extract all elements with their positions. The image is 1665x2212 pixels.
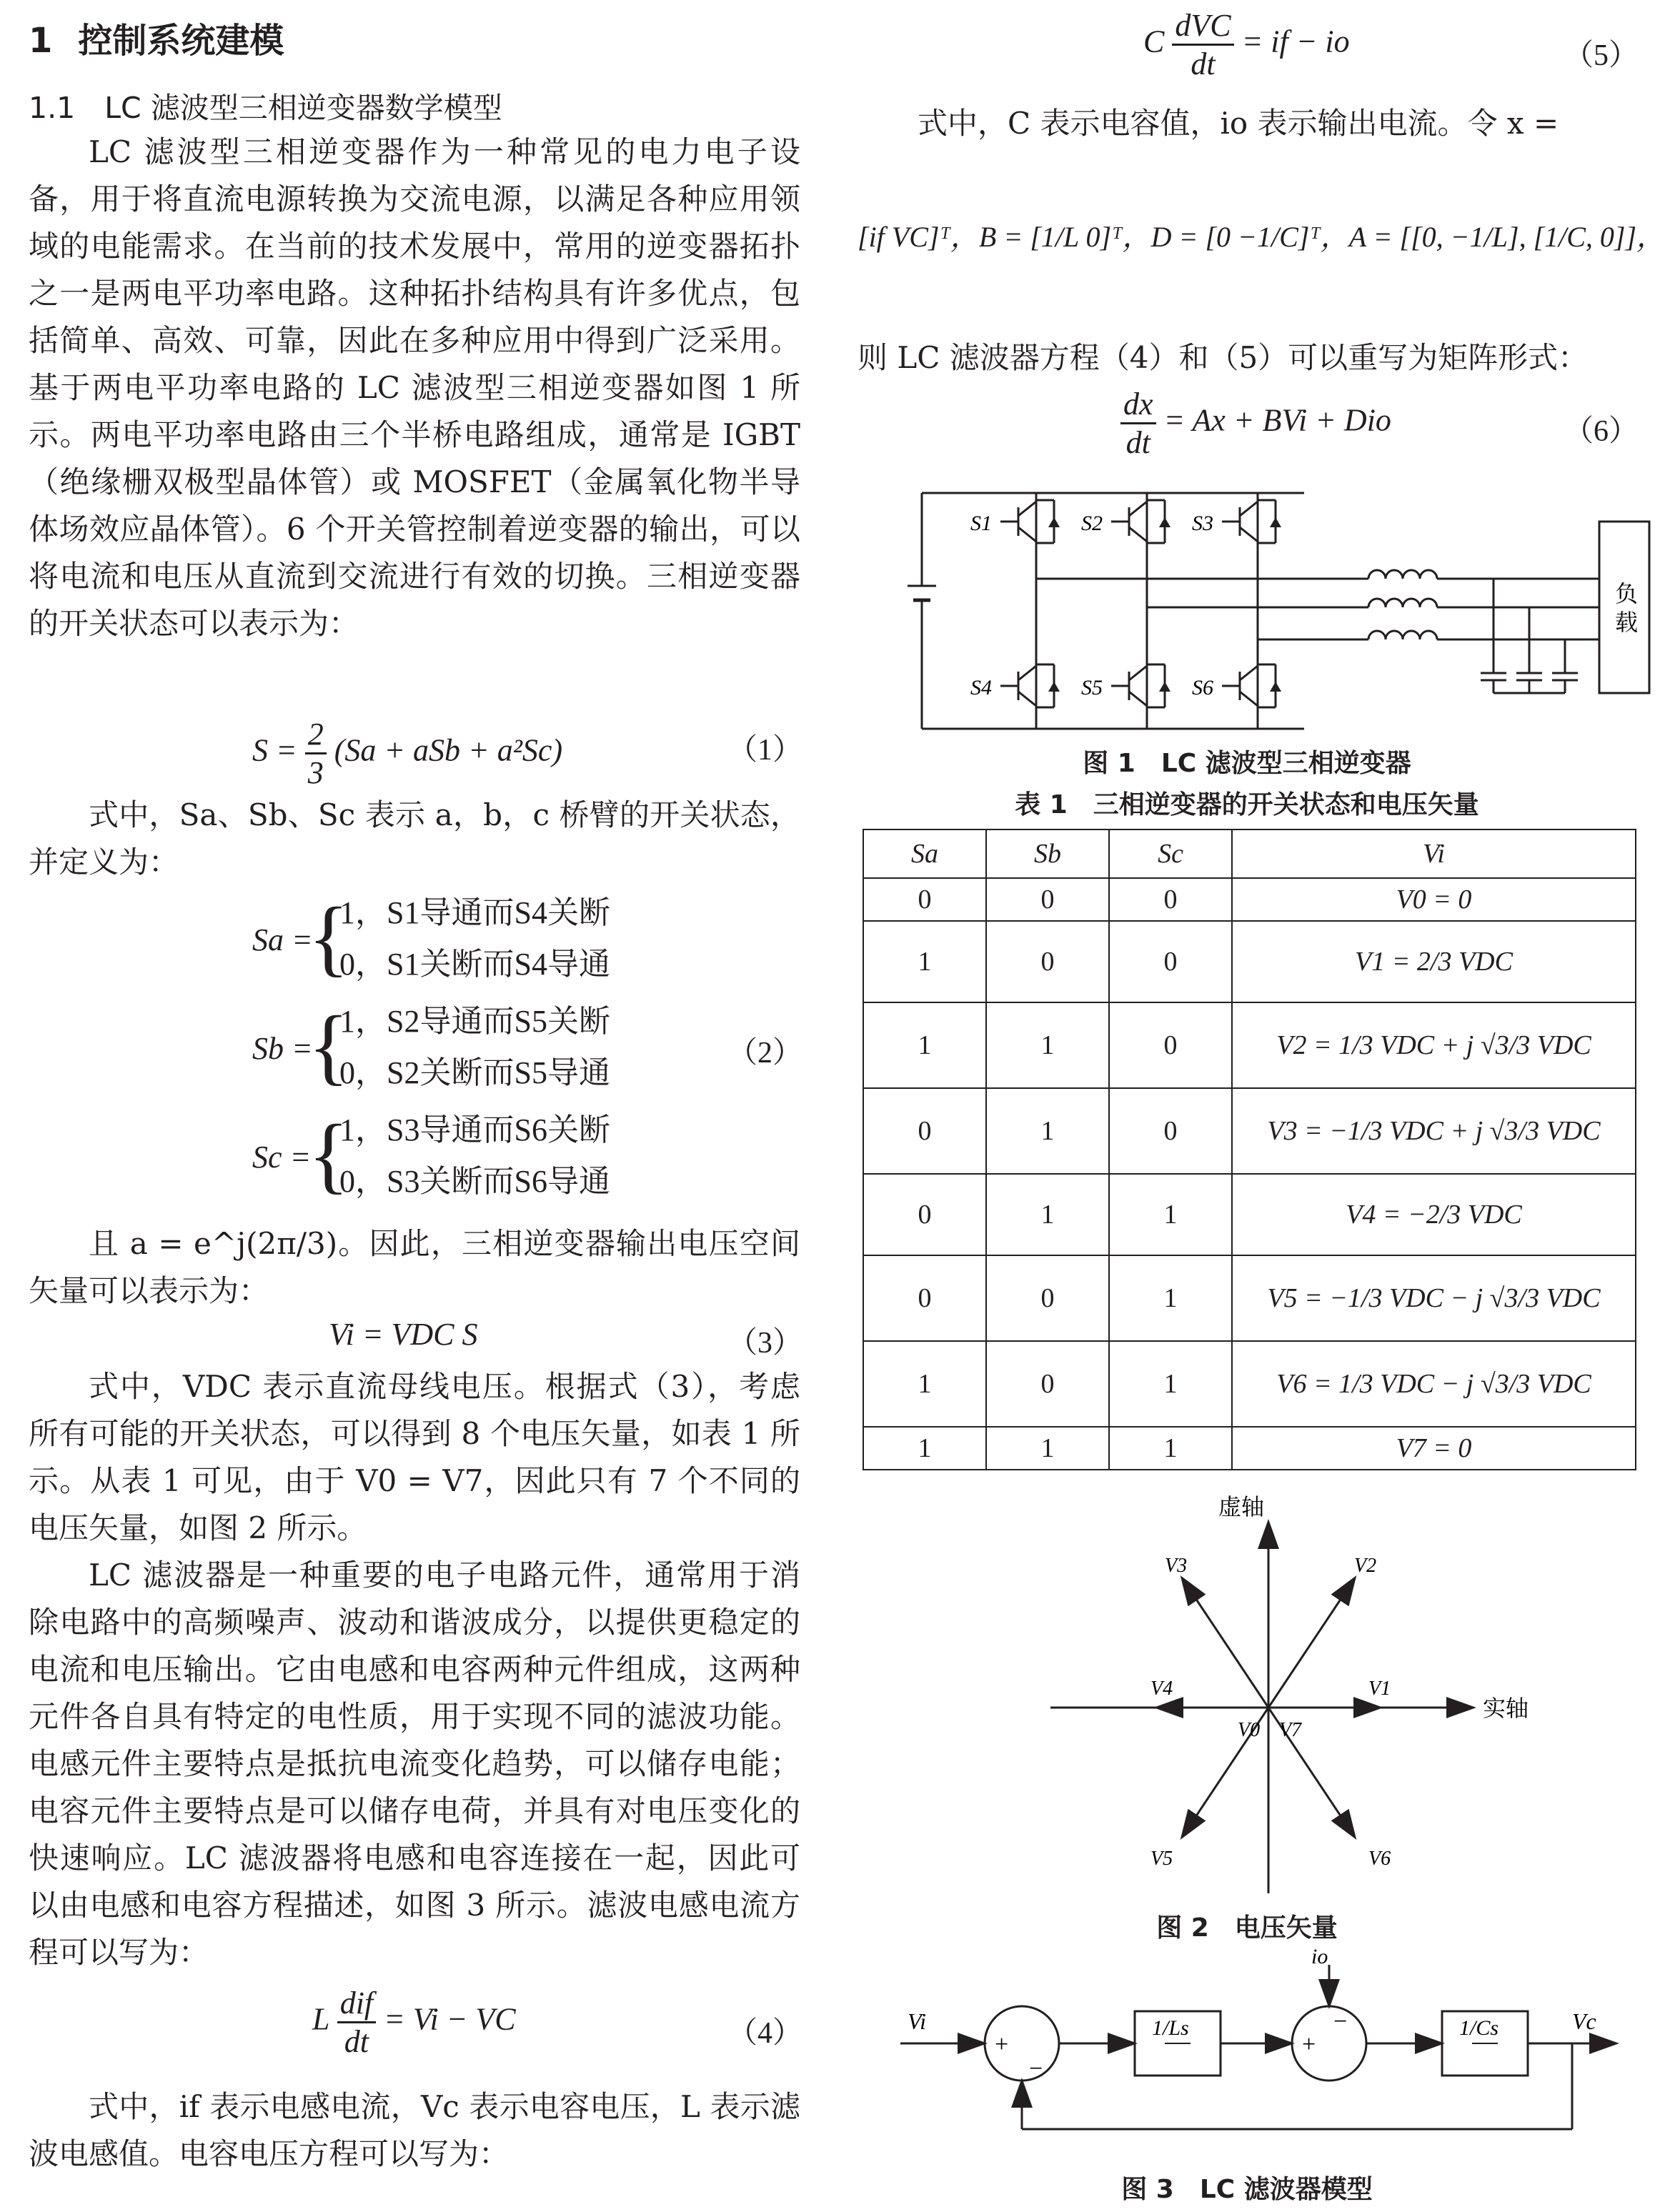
sign-minus-2: − xyxy=(1333,2008,1348,2035)
paragraph-7: 式中，C 表示电容值，io 表示输出电流。令 x = xyxy=(918,106,1559,141)
equation-6-tag: （6） xyxy=(1564,415,1639,448)
equation-3-tag: （3） xyxy=(727,1327,803,1360)
table-row: 1 0 1 V6 = 1/3 VDC − j √3/3 VDC xyxy=(863,1341,1636,1427)
label-s3: S3 xyxy=(1192,512,1213,535)
col-header-sb: Sb xyxy=(986,830,1109,878)
col-header-vi: Vi xyxy=(1232,830,1636,878)
paragraph-2: 式中，Sa、Sb、Sc 表示 a，b，c 桥臂的开关状态，并定义为： xyxy=(29,797,800,880)
table-row: 1 1 1 V7 = 0 xyxy=(863,1427,1636,1470)
equation-2-tag: （2） xyxy=(727,1037,803,1070)
label-real-axis: 实轴 xyxy=(1483,1695,1529,1721)
table-row: 0 0 1 V5 = −1/3 VDC − j √3/3 VDC xyxy=(863,1255,1636,1341)
subsection-heading: 1.1 LC 滤波型三相逆变器数学模型 xyxy=(29,91,502,125)
label-io: io xyxy=(1311,1945,1328,1968)
label-s2: S2 xyxy=(1081,512,1103,535)
vector-v3 xyxy=(1183,1579,1268,1708)
equation-2-case-a: Sa = { 1，S1导通而S4关断 0，S1关断而S4导通 xyxy=(252,890,610,985)
label-s5: S5 xyxy=(1081,676,1103,699)
label-v3: V3 xyxy=(1165,1555,1188,1577)
sign-plus-1: + xyxy=(995,2031,1009,2058)
label-imag-axis: 虚轴 xyxy=(1218,1494,1265,1520)
figure-3-lc-filter-model xyxy=(886,1943,1622,2158)
label-v2: V2 xyxy=(1354,1555,1377,1577)
fraction: $\frac{2}{3}$ xyxy=(305,716,327,791)
label-load-2: 载 xyxy=(1615,609,1639,635)
block-1-label: 1/Ls xyxy=(1152,2016,1189,2040)
table-1-title: 表 1 三相逆变器的开关状态和电压矢量 xyxy=(1015,790,1479,819)
section-heading: 1 控制系统建模 xyxy=(29,21,284,61)
label-v0: V0 xyxy=(1238,1719,1261,1741)
figure-1-caption: 图 1 LC 滤波型三相逆变器 xyxy=(1083,749,1411,778)
table-row: 0 1 0 V3 = −1/3 VDC + j √3/3 VDC xyxy=(863,1088,1636,1174)
figure-1-inverter-circuit xyxy=(908,479,1639,743)
switch-s2 xyxy=(1111,500,1165,543)
figure-3-caption: 图 3 LC 滤波器模型 xyxy=(1121,2175,1373,2204)
equation-1: S = $\frac{2}{3}$ (Sa + aSb + a²Sc) xyxy=(252,717,563,790)
matrix-definitions: [if VC]ᵀ，B = [1/L 0]ᵀ，D = [0 −1/C]ᵀ，A = [[0, −1/L], [1/C, 0]]， xyxy=(858,221,1665,253)
switch-s4 xyxy=(1000,664,1054,707)
figure-2-voltage-vectors xyxy=(972,1486,1558,1900)
equation-2 xyxy=(252,887,652,1213)
paragraph-6: 式中，if 表示电感电流，Vc 表示电容电压，L 表示滤波电感值。电容电压方程可以写为： xyxy=(29,2089,800,2171)
label-s1: S1 xyxy=(970,512,992,535)
label-s6: S6 xyxy=(1192,676,1213,699)
sign-minus-1: − xyxy=(1029,2056,1043,2082)
paragraph-8: 则 LC 滤波器方程（4）和（5）可以重写为矩阵形式： xyxy=(858,340,1589,375)
block-2-label: 1/Cs xyxy=(1459,2016,1499,2040)
label-v7: V7 xyxy=(1279,1719,1302,1741)
table-row: 1 0 0 V1 = 2/3 VDC xyxy=(863,921,1636,1002)
equation-4: L $\frac{\text{dif}}{dt}$ = Vi − VC xyxy=(312,1986,516,2059)
equation-2-case-b: Sb = { 1，S2导通而S5关断 0，S2关断而S5导通 xyxy=(252,998,610,1093)
col-header-sc: Sc xyxy=(1109,830,1232,878)
label-s4: S4 xyxy=(970,676,992,699)
label-vi: Vi xyxy=(908,2008,927,2034)
label-vc: Vc xyxy=(1572,2008,1596,2034)
figure-2-caption: 图 2 电压矢量 xyxy=(1156,1913,1338,1943)
switch-s1 xyxy=(1000,500,1054,543)
label-v5: V5 xyxy=(1150,1848,1173,1870)
switch-s3 xyxy=(1222,500,1276,543)
vector-v2 xyxy=(1268,1579,1354,1708)
label-v4: V4 xyxy=(1150,1678,1173,1700)
paragraph-5: LC 滤波器是一种重要的电子电路元件，通常用于消除电路中的高频噪声、波动和谐波成分，以提供更稳定的电流和电压输出。它由电感和电容两种元件组成，这两种元件各自具有特定的电性质，用于实现不同的滤波功能。电感元件主要特点是抵抗电流变化趋势，可以储存电能；电容元件主要特点是可以储存电荷，并具有对电压变化的快速响应。LC 滤波器将电感和电容连接在一起，因此可以由电感和电容方程描述，如图 3 所示。滤波电感电流方程可以写为： xyxy=(29,1558,800,1970)
equation-4-tag: （4） xyxy=(727,2017,803,2050)
fraction: $\frac{\text{dVC}}{dt}$ xyxy=(1172,7,1233,82)
paragraph-1: LC 滤波型三相逆变器作为一种常见的电力电子设备，用于将直流电源转换为交流电源，以满足各种应用领域的电能需求。在当前的技术发展中，常用的逆变器拓扑之一是两电平功率电路。这种拓扑结构具有许多优点，包括简单、高效、可靠，因此在多种应用中得到广泛采用。基于两电平功率电路的 LC 滤波型三相逆变器如图 1 所示。两电平功率电路由三个半桥电路组成，通常是 IGBT（绝缘栅双极型晶体管）或 MOSFET（金属氧化物半导体场效应晶体管）。6 个开关管控制着逆变器的输出，可以将电流和电压从直流到交流进行有效的切换。三相逆变器的开关状态可以表示为： xyxy=(29,134,800,641)
equation-2-case-c: Sc = { 1，S3导通而S6关断 0，S3关断而S6导通 xyxy=(252,1107,610,1202)
table-row: 0 0 0 V0 = 0 xyxy=(863,878,1636,921)
table-header-row xyxy=(863,830,1636,878)
equation-1-tag: （1） xyxy=(727,734,803,767)
equation-3: Vi = VDC S xyxy=(329,1317,478,1352)
table-row: 0 1 1 V4 = −2/3 VDC xyxy=(863,1174,1636,1255)
switch-s5 xyxy=(1111,664,1165,707)
table-row: 1 1 0 V2 = 1/3 VDC + j √3/3 VDC xyxy=(863,1002,1636,1088)
equation-6: $\frac{dx}{dt}$ = Ax + BVi + Dio xyxy=(1120,386,1391,461)
equation-5-tag: （5） xyxy=(1564,39,1639,72)
equation-5: C $\frac{\text{dVC}}{dt}$ = if − io xyxy=(1143,8,1350,81)
switch-s6 xyxy=(1222,664,1276,707)
col-header-sa: Sa xyxy=(863,830,986,878)
sign-plus-2: + xyxy=(1302,2031,1316,2058)
label-v6: V6 xyxy=(1368,1848,1391,1870)
fraction: $\frac{dx}{dt}$ xyxy=(1120,386,1156,461)
label-load-1: 负 xyxy=(1615,581,1639,607)
switch-state-table xyxy=(863,829,1636,1470)
fraction: $\frac{\text{dif}}{dt}$ xyxy=(337,1985,376,2060)
paragraph-3: 且 a = e^j(2π/3)。因此，三相逆变器输出电压空间矢量可以表示为： xyxy=(29,1226,800,1308)
label-v1: V1 xyxy=(1368,1678,1391,1700)
paragraph-4: 式中，VDC 表示直流母线电压。根据式（3），考虑所有可能的开关状态，可以得到 8 个电压矢量，如表 1 所示。从表 1 可见，由于 V0 = V7，因此只有 7 个不同的电压矢量，如图 2 所示。 xyxy=(29,1369,800,1545)
